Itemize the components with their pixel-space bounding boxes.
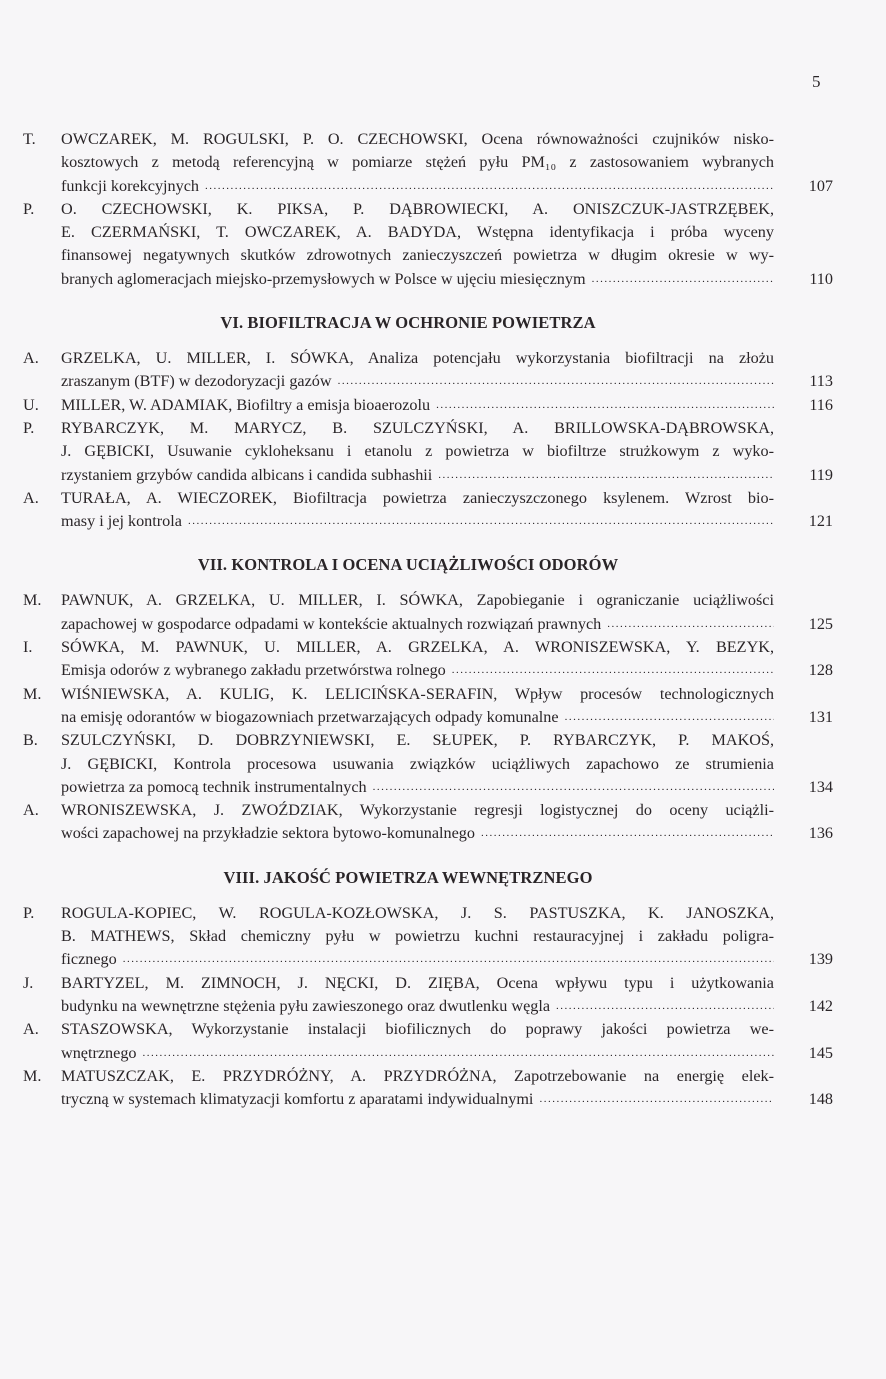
entry-text: masy i jej kontrola — [61, 512, 182, 531]
toc-entry[interactable] — [23, 1018, 833, 1065]
toc-entry-line — [23, 1042, 833, 1065]
toc-entry-line — [23, 440, 833, 463]
entry-text-final-line — [61, 394, 774, 417]
entry-text: zraszanym (BTF) w dezodoryzacji gazów — [61, 372, 332, 391]
dot-leader — [436, 394, 774, 417]
entry-text-final-line — [61, 822, 774, 845]
dot-leader — [481, 822, 774, 845]
section-heading: VI. BIOFILTRACJA W OCHRONIE POWIETRZA — [220, 313, 596, 333]
dot-leader — [205, 175, 774, 198]
author-initial: I. — [23, 638, 33, 657]
toc-entry[interactable] — [23, 1065, 833, 1112]
entry-text: tryczną w systemach klimatyzacji komfortu z aparatami indywidualnymi — [61, 1090, 534, 1109]
toc-section — [23, 313, 833, 533]
page-ref[interactable]: 113 — [809, 372, 833, 391]
entry-text-final-line — [61, 370, 774, 393]
entry-text-final-line — [61, 268, 774, 291]
entry-text-final-line — [61, 1088, 774, 1111]
dot-leader — [438, 464, 774, 487]
page-ref[interactable]: 107 — [808, 176, 833, 195]
dot-leader — [452, 659, 774, 682]
toc-entry-line — [23, 198, 833, 221]
toc-entry-line — [23, 394, 833, 417]
entry-text: MILLER, W. ADAMIAK, Biofiltry a emisja bioaerozolu — [61, 395, 431, 414]
page-ref[interactable]: 134 — [808, 777, 833, 796]
toc-entry[interactable] — [23, 902, 833, 972]
toc-entry-line — [23, 822, 833, 845]
author-initial: A. — [23, 1020, 39, 1039]
entry-text: budynku na wewnętrzne stężenia pyłu zawieszonego oraz dwutlenku węgla — [61, 996, 551, 1015]
toc-entry-line — [23, 995, 833, 1018]
entry-text: ficznego — [61, 950, 117, 969]
entry-text-final-line — [61, 510, 774, 533]
entry-text-final-line — [61, 659, 774, 682]
toc-entry[interactable] — [23, 799, 833, 846]
toc-entry-line — [23, 729, 833, 752]
entry-text-final-line — [61, 1042, 774, 1065]
entry-text: STASZOWSKA, Wykorzystanie instalacji biofilicznych do poprawy jakości powietrza we- — [61, 1020, 774, 1039]
dot-leader — [338, 370, 774, 393]
author-initial: P. — [23, 199, 35, 218]
author-initial: A. — [23, 349, 39, 368]
toc-entry-line — [23, 487, 833, 510]
author-initial: M. — [23, 684, 42, 703]
entry-text: SÓWKA, M. PAWNUK, U. MILLER, A. GRZELKA, A. WRONISZEWSKA, Y. BEZYK, — [61, 638, 774, 657]
entry-text: kosztowych z metodą referencyjną w pomiarze stężeń pyłu PM₁₀ z zastosowaniem wybranych — [61, 153, 774, 172]
toc-entry-line — [23, 659, 833, 682]
author-initial: U. — [23, 395, 39, 414]
entry-text: BARTYZEL, M. ZIMNOCH, J. NĘCKI, D. ZIĘBA, Ocena wpływu typu i użytkowania — [61, 973, 774, 992]
toc-entry[interactable] — [23, 729, 833, 799]
toc-entry-line — [23, 948, 833, 971]
toc-entry[interactable] — [23, 417, 833, 487]
author-initial: J. — [23, 973, 34, 992]
toc-entry-line — [23, 706, 833, 729]
toc-entry-line — [23, 268, 833, 291]
toc-entry-line — [23, 902, 833, 925]
entry-text-final-line — [61, 948, 774, 971]
author-initial: M. — [23, 591, 42, 610]
author-initial: M. — [23, 1066, 42, 1085]
page-ref[interactable]: 116 — [809, 395, 833, 414]
toc-entry-line — [23, 1018, 833, 1041]
entry-text: Emisja odorów z wybranego zakładu przetwórstwa rolnego — [61, 661, 446, 680]
entry-text: TURAŁA, A. WIECZOREK, Biofiltracja powietrza zanieczyszczonego ksylenem. Wzrost bio- — [61, 488, 774, 507]
toc-entry-line — [23, 464, 833, 487]
toc-entry-line — [23, 589, 833, 612]
dot-leader — [565, 706, 774, 729]
entry-text: MATUSZCZAK, E. PRZYDRÓŻNY, A. PRZYDRÓŻNA, Zapotrzebowanie na energię elek- — [61, 1066, 774, 1085]
toc-entry[interactable] — [23, 347, 833, 394]
toc-entry[interactable] — [23, 683, 833, 730]
toc-entry-line — [23, 347, 833, 370]
entry-text: rzystaniem grzybów candida albicans i candida subhashii — [61, 465, 433, 484]
entry-text: na emisję odorantów w biogazowniach przetwarzających odpady komunalne — [61, 707, 559, 726]
toc-entry-line — [23, 776, 833, 799]
entry-text: J. GĘBICKI, Kontrola procesowa usuwania związków uciążliwych zapachowo ze strumienia — [61, 754, 774, 773]
toc-entry-line — [23, 683, 833, 706]
page-number: 5 — [812, 72, 821, 91]
toc-entry-line — [23, 128, 833, 151]
page-ref[interactable]: 142 — [808, 996, 833, 1015]
page-ref[interactable]: 148 — [808, 1090, 833, 1109]
entry-text: wości zapachowej na przykładzie sektora bytowo-komunalnego — [61, 824, 475, 843]
toc-entry[interactable] — [23, 636, 833, 683]
entry-text-final-line — [61, 706, 774, 729]
author-initial: P. — [23, 418, 35, 437]
toc-entry-line — [23, 613, 833, 636]
entry-text-final-line — [61, 995, 774, 1018]
section-heading: VIII. JAKOŚĆ POWIETRZA WEWNĘTRZNEGO — [223, 867, 593, 887]
toc-entry-line — [23, 221, 833, 244]
toc-section — [23, 868, 833, 1112]
toc-entry-line — [23, 1065, 833, 1088]
entry-text: branych aglomeracjach miejsko-przemysłowych w Polsce w ujęciu miesięcznym — [61, 269, 586, 288]
toc-entry[interactable] — [23, 128, 833, 198]
page-ref[interactable]: 121 — [808, 512, 833, 531]
toc-entry[interactable] — [23, 589, 833, 636]
dot-leader — [539, 1088, 774, 1111]
dot-leader — [123, 948, 774, 971]
toc-entry-line — [23, 370, 833, 393]
toc-entry-line — [23, 972, 833, 995]
page-ref[interactable]: 136 — [808, 824, 833, 843]
entry-text: funkcji korekcyjnych — [61, 176, 199, 195]
dot-leader — [607, 613, 774, 636]
entry-text-final-line — [61, 175, 774, 198]
entry-text: SZULCZYŃSKI, D. DOBRZYNIEWSKI, E. SŁUPEK, P. RYBARCZYK, P. MAKOŚ, — [61, 731, 774, 750]
author-initial: A. — [23, 488, 39, 507]
page-ref[interactable]: 125 — [808, 614, 833, 633]
entry-text: WIŚNIEWSKA, A. KULIG, K. LELICIŃSKA-SERAFIN, Wpływ procesów technologicznych — [61, 684, 774, 703]
toc-entry[interactable] — [23, 198, 833, 291]
toc-section — [23, 128, 833, 291]
toc-entry-line — [23, 151, 833, 174]
toc-entry-line — [23, 799, 833, 822]
entry-text: ROGULA-KOPIEC, W. ROGULA-KOZŁOWSKA, J. S. PASTUSZKA, K. JANOSZKA, — [61, 903, 774, 922]
toc-entry[interactable] — [23, 972, 833, 1019]
entry-text: J. GĘBICKI, Usuwanie cykloheksanu i etanolu z powietrza w biofiltrze strużkowym z wyko- — [61, 442, 774, 461]
page-ref[interactable]: 131 — [808, 707, 833, 726]
entry-text-final-line — [61, 613, 774, 636]
page-ref[interactable]: 145 — [808, 1043, 833, 1062]
entry-text: GRZELKA, U. MILLER, I. SÓWKA, Analiza potencjału wykorzystania biofiltracji na złożu — [61, 349, 774, 368]
entry-text: WRONISZEWSKA, J. ZWOŹDZIAK, Wykorzystanie regresji logistycznej do oceny uciążli- — [61, 801, 774, 820]
entry-text: E. CZERMAŃSKI, T. OWCZAREK, A. BADYDA, Wstępna identyfikacja i próba wyceny — [61, 223, 774, 242]
toc-entry[interactable] — [23, 487, 833, 534]
toc-entry-line — [23, 925, 833, 948]
table-of-contents — [23, 128, 833, 1111]
dot-leader — [373, 776, 774, 799]
author-initial: T. — [23, 130, 36, 148]
page-ref[interactable]: 110 — [809, 269, 833, 288]
dot-leader — [556, 995, 774, 1018]
toc-section — [23, 555, 833, 845]
page-ref[interactable]: 119 — [809, 465, 833, 484]
entry-text: PAWNUK, A. GRZELKA, U. MILLER, I. SÓWKA, Zapobieganie i ograniczanie uciążliwości — [61, 591, 774, 610]
entry-text: OWCZAREK, M. ROGULSKI, P. O. CZECHOWSKI, Ocena równoważności czujników nisko- — [61, 130, 774, 148]
author-initial: B. — [23, 731, 38, 750]
author-initial: P. — [23, 903, 35, 922]
entry-text: B. MATHEWS, Skład chemiczny pyłu w powietrzu kuchni restauracyjnej i zakładu poligra- — [61, 927, 774, 946]
entry-text: wnętrznego — [61, 1043, 137, 1062]
entry-text: zapachowej w gospodarce odpadami w kontekście aktualnych rozwiązań prawnych — [61, 614, 602, 633]
toc-entry-line — [23, 175, 833, 198]
toc-entry-line — [23, 753, 833, 776]
entry-text: finansowej negatywnych skutków zdrowotnych zanieczyszczeń powietrza w długim okresie w wy- — [61, 246, 774, 265]
author-initial: A. — [23, 801, 39, 820]
entry-text: RYBARCZYK, M. MARYCZ, B. SZULCZYŃSKI, A. BRILLOWSKA-DĄBROWSKA, — [61, 418, 774, 437]
section-heading: VII. KONTROLA I OCENA UCIĄŻLIWOŚCI ODORÓW — [197, 555, 619, 575]
entry-text-final-line — [61, 464, 774, 487]
toc-entry-line — [23, 510, 833, 533]
entry-text: O. CZECHOWSKI, K. PIKSA, P. DĄBROWIECKI, A. ONISZCZUK-JASTRZĘBEK, — [61, 199, 774, 218]
toc-entry[interactable] — [23, 394, 833, 417]
dot-leader — [188, 510, 774, 533]
toc-entry-line — [23, 636, 833, 659]
dot-leader — [592, 268, 774, 291]
entry-text: powietrza za pomocą technik instrumentalnych — [61, 777, 367, 796]
toc-entry-line — [23, 244, 833, 267]
entry-text-final-line — [61, 776, 774, 799]
page-ref[interactable]: 128 — [808, 661, 833, 680]
toc-entry-line — [23, 417, 833, 440]
page-ref[interactable]: 139 — [808, 950, 833, 969]
toc-entry-line — [23, 1088, 833, 1111]
dot-leader — [143, 1042, 774, 1065]
